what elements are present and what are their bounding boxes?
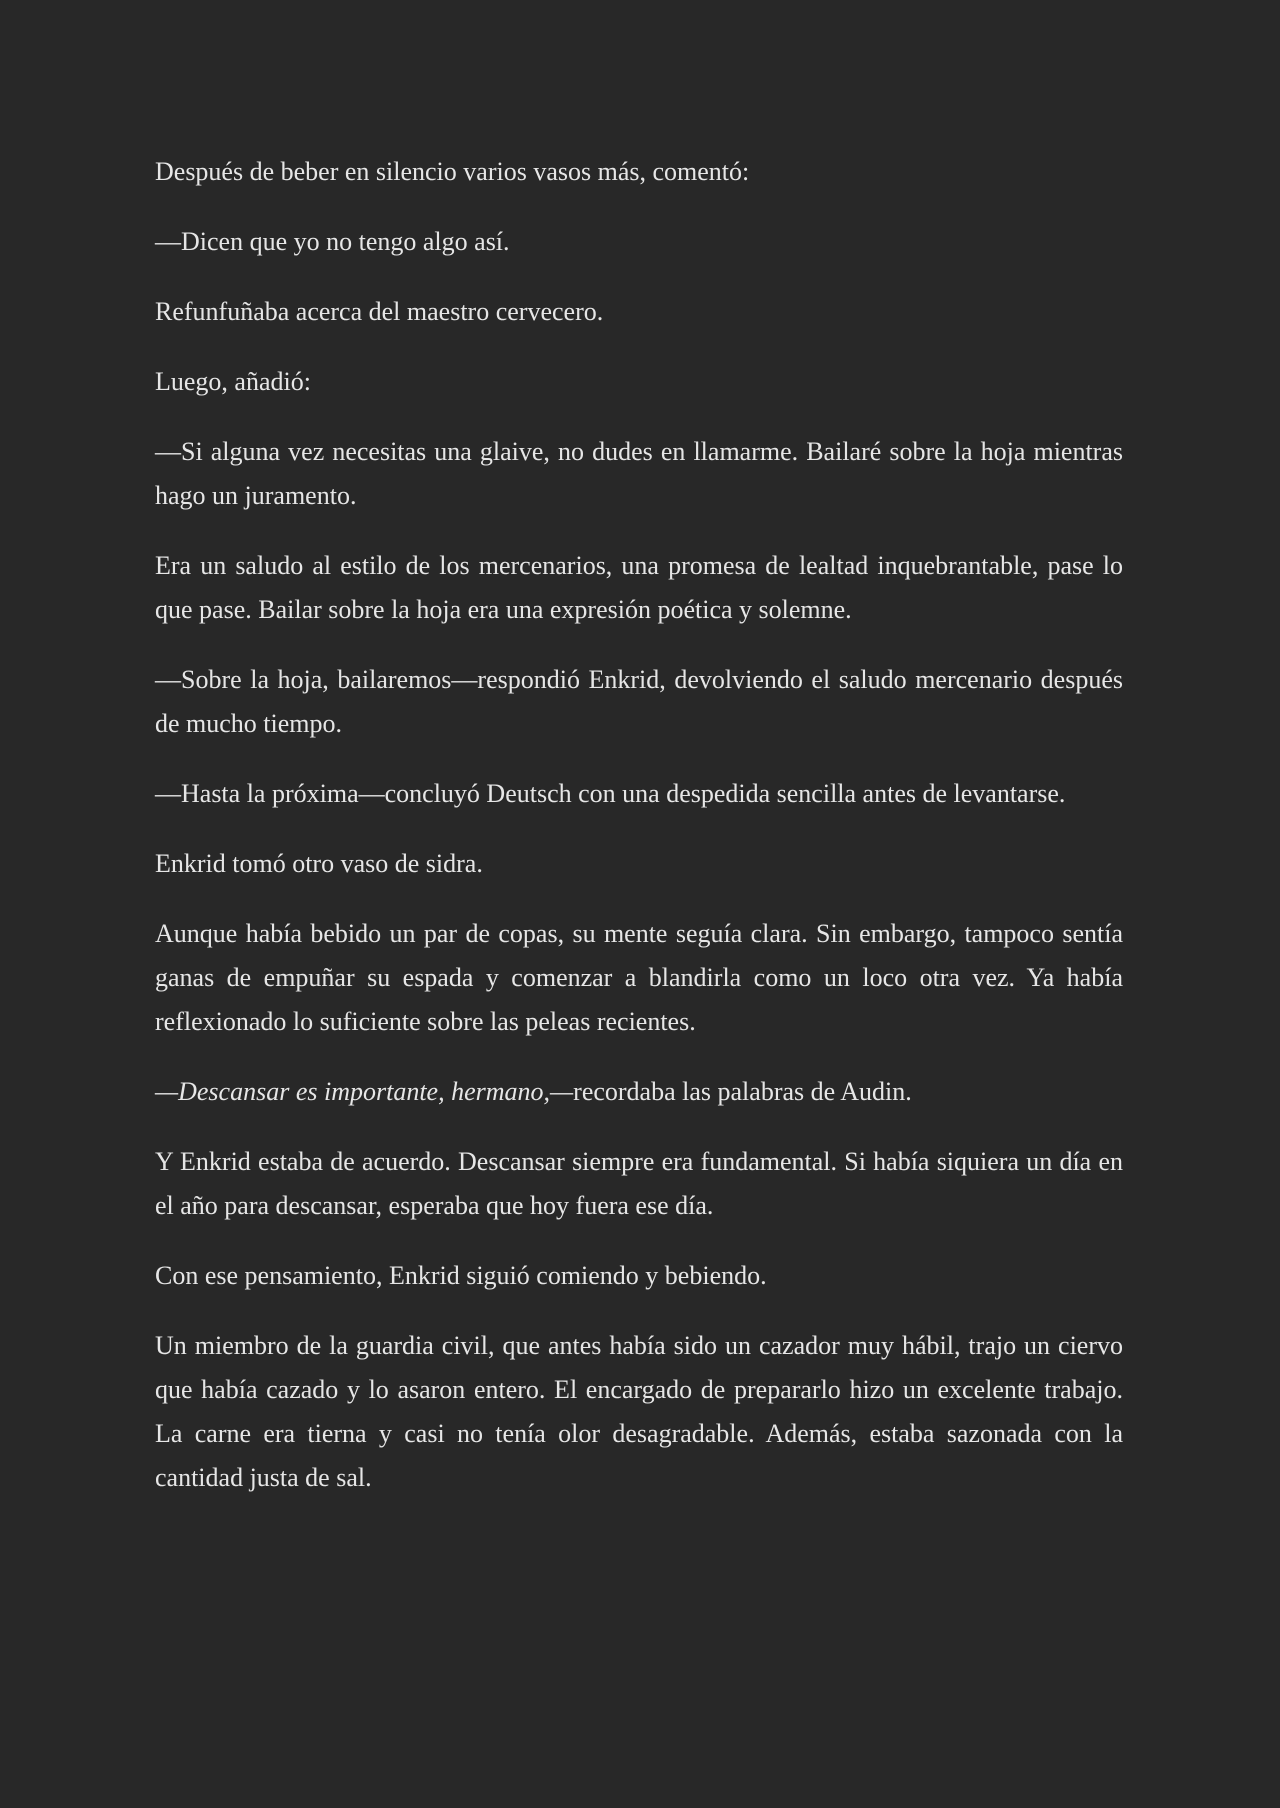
quote-paragraph xyxy=(155,1070,1123,1114)
paragraph: Y Enkrid estaba de acuerdo. Descansar siempre era fundamental. Si había siquiera un día en el año para descansar, esperaba que hoy fuera ese día. xyxy=(155,1147,1123,1220)
quote-italic: —Descansar es importante, hermano,— xyxy=(155,1077,574,1106)
reader-page xyxy=(155,150,1123,1526)
paragraph: Enkrid tomó otro vaso de sidra. xyxy=(155,849,483,878)
paragraph: —Dicen que yo no tengo algo así. xyxy=(155,227,510,256)
paragraph: Refunfuñaba acerca del maestro cervecero. xyxy=(155,297,604,326)
paragraph: —Si alguna vez necesitas una glaive, no dudes en llamarme. Bailaré sobre la hoja mientras hago un juramento. xyxy=(155,437,1123,510)
paragraph: Un miembro de la guardia civil, que antes había sido un cazador muy hábil, trajo un ciervo que había cazado y lo asaron entero. El encargado de prepararlo hizo un excelente trabajo. La carne era tierna y casi no tenía olor desagradable. Además, estaba sazonada con la cantidad justa de sal. xyxy=(155,1331,1123,1492)
paragraph: Era un saludo al estilo de los mercenarios, una promesa de lealtad inquebrantable, pase lo que pase. Bailar sobre la hoja era una expresión poética y solemne. xyxy=(155,551,1123,624)
paragraph: —Sobre la hoja, bailaremos—respondió Enkrid, devolviendo el saludo mercenario después de mucho tiempo. xyxy=(155,665,1123,738)
quote-rest: recordaba las palabras de Audin. xyxy=(573,1077,912,1106)
paragraph: Con ese pensamiento, Enkrid siguió comiendo y bebiendo. xyxy=(155,1261,767,1290)
paragraph: —Hasta la próxima—concluyó Deutsch con una despedida sencilla antes de levantarse. xyxy=(155,779,1066,808)
paragraph: Después de beber en silencio varios vasos más, comentó: xyxy=(155,157,750,186)
paragraph: Luego, añadió: xyxy=(155,367,311,396)
paragraph: Aunque había bebido un par de copas, su mente seguía clara. Sin embargo, tampoco sentía ganas de empuñar su espada y comenzar a blandirla como un loco otra vez. Ya había reflexionado lo suficiente sobre las peleas recientes. xyxy=(155,919,1123,1036)
